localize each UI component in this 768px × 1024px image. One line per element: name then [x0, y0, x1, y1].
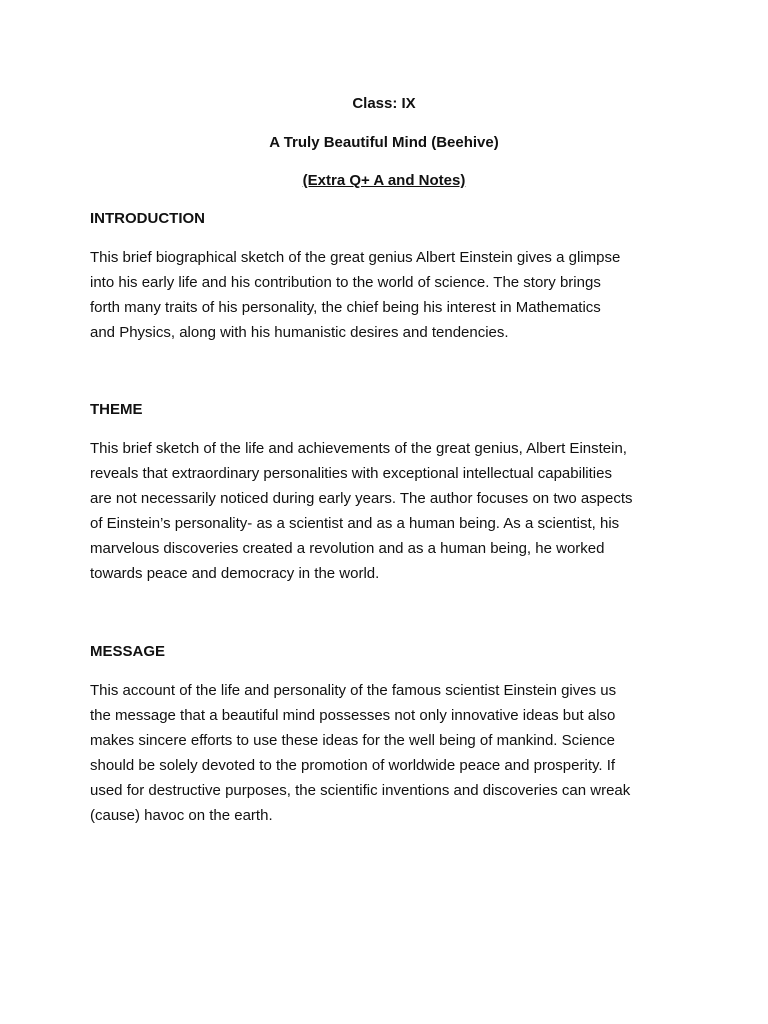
- paragraph-line: This account of the life and personality of the famous scientist Einstein gives us: [90, 682, 617, 699]
- theme-paragraph: [90, 436, 690, 586]
- paragraph-line: into his early life and his contribution to the world of science. The story brings: [90, 274, 601, 291]
- paragraph-line: used for destructive purposes, the scientific inventions and discoveries can wreak: [90, 782, 631, 799]
- message-heading: MESSAGE: [90, 643, 166, 660]
- introduction-heading: INTRODUCTION: [90, 210, 205, 227]
- paragraph-line: This brief biographical sketch of the great genius Albert Einstein gives a glimpse: [90, 249, 621, 266]
- paragraph-line: are not necessarily noticed during early years. The author focuses on two aspects: [90, 490, 633, 507]
- paragraph-line: (cause) havoc on the earth.: [90, 807, 273, 824]
- class-line: Class: IX: [352, 95, 416, 112]
- paragraph-line: forth many traits of his personality, the chief being his interest in Mathematics: [90, 299, 601, 316]
- paragraph-line: towards peace and democracy in the world.: [90, 565, 380, 582]
- paragraph-line: This brief sketch of the life and achievements of the great genius, Albert Einstein,: [90, 440, 627, 457]
- paragraph-line: and Physics, along with his humanistic desires and tendencies.: [90, 324, 509, 341]
- paragraph-line: marvelous discoveries created a revolution and as a human being, he worked: [90, 540, 605, 557]
- paragraph-line: of Einstein’s personality- as a scientist and as a human being. As a scientist, his: [90, 515, 620, 532]
- introduction-paragraph: [90, 245, 690, 345]
- document-title: A Truly Beautiful Mind (Beehive): [269, 134, 499, 151]
- paragraph-line: should be solely devoted to the promotion of worldwide peace and prosperity. If: [90, 757, 616, 774]
- theme-heading: THEME: [90, 401, 143, 418]
- paragraph-line: reveals that extraordinary personalities with exceptional intellectual capabilities: [90, 465, 612, 482]
- message-paragraph: [90, 678, 690, 828]
- paragraph-line: the message that a beautiful mind possesses not only innovative ideas but also: [90, 707, 616, 724]
- document-subtitle: (Extra Q+ A and Notes): [302, 172, 466, 189]
- paragraph-line: makes sincere efforts to use these ideas for the well being of mankind. Science: [90, 732, 616, 749]
